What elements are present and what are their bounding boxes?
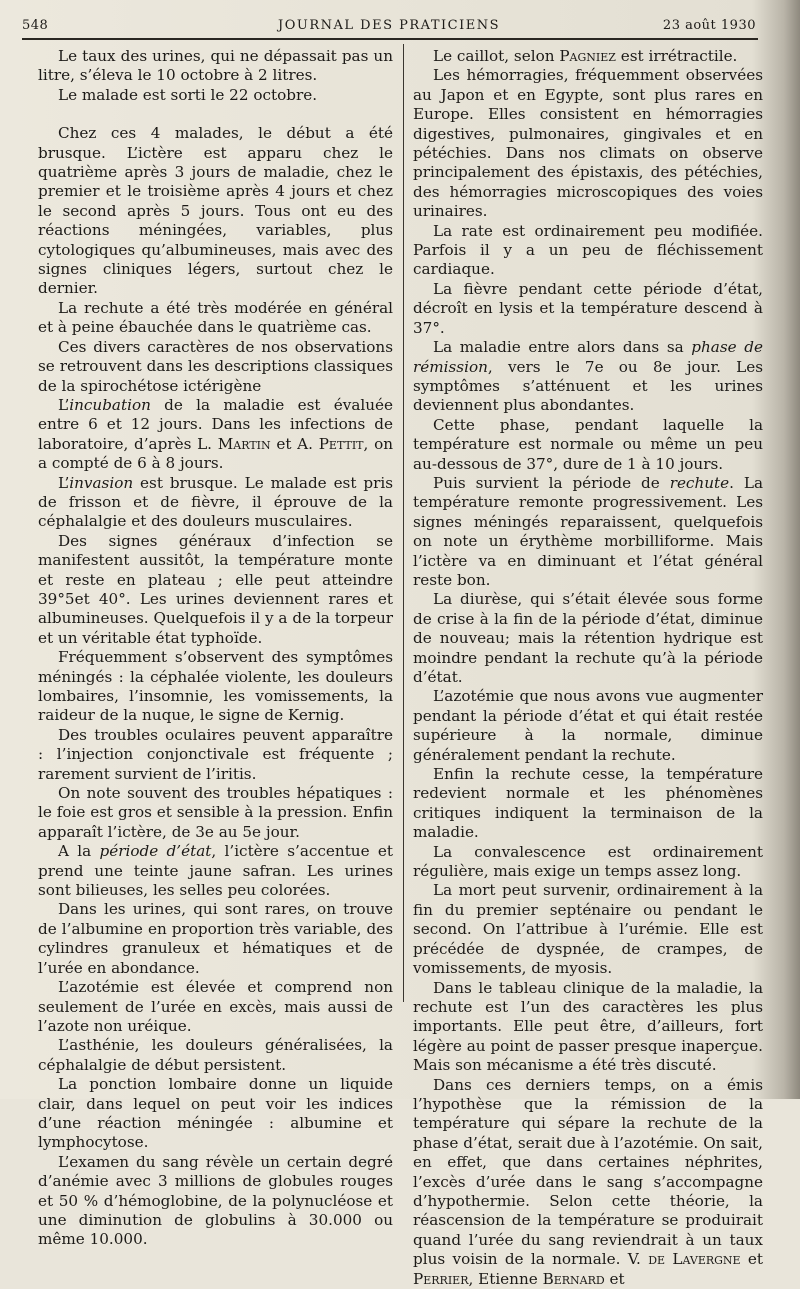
author-name: Perrier [413, 1269, 469, 1288]
paragraph: La ponction lombaire donne un liquide clair, dans lequel on peut voir les indices d’une réaction méningée : albumine et lymphocytose. [38, 1075, 393, 1152]
column-divider [403, 44, 404, 1002]
paragraph: L’examen du sang révèle un certain degré d’anémie avec 3 millions de globules rouges et 50 % d’hémoglobine, de la polynucléose et une diminution de globulins à 30.000 ou même 10.000. [38, 1152, 393, 1249]
paragraph: La rate est ordinairement peu modifiée. Parfois il y a un peu de fléchissement cardiaque. [413, 221, 763, 279]
paragraph: La fièvre pendant cette période d’état, décroît en lysis et la température descend à 37°. [413, 279, 763, 337]
paragraph: Le caillot, selon Pagniez est irrétractile. [433, 47, 738, 65]
paragraph: La mort peut survenir, ordinairement à la fin du premier septénaire ou pendant le second. On l’attribue à l’urémie. Elle est précédée de dyspnée, de crampes, de vomissements, de myosis. [413, 881, 763, 978]
paragraph: Le malade est sorti le 22 octobre. [58, 85, 318, 104]
paragraph: La convalescence est ordinairement régulière, mais exige un temps assez long. [413, 842, 763, 881]
paragraph: Le taux des urines, qui ne dépassait pas un litre, s’éleva le 10 octobre à 2 litres. [38, 47, 393, 85]
paragraph: Des signes généraux d’infection se manifestent aussitôt, la température monte et reste en plateau ; elle peut atteindre 39°5et 40°. Les urines deviennent rares et albumineuses. Quelquefois il y a de la torpeur et un véritable état typhoïde. [38, 531, 393, 647]
paragraph: Dans les urines, qui sont rares, on trouve de l’albumine en proportion très variable, des cylindres granuleux et hématiques et de l’urée en abondance. [38, 900, 393, 977]
page-number: 548 [22, 18, 49, 33]
paragraph: On note souvent des troubles hépatiques : le foie est gros et sensible à la pression. Enfin apparaît l’ictère, de 3e au 5e jour. [38, 784, 393, 841]
running-header [22, 14, 756, 36]
paragraph: Cette phase, pendant laquelle la température est normale ou même un peu au-dessous de 37°, dure de 1 à 10 jours. [413, 415, 763, 473]
paragraph: Fréquemment s’observent des symptômes méningés : la céphalée violente, les douleurs lombaires, l’insomnie, les vomissements, la raideur de la nuque, le signe de Kernig. [38, 648, 393, 725]
right-column [413, 47, 763, 1289]
paragraph: La diurèse, qui s’était élevée sous forme de crise à la fin de la période d’état, diminue de nouveau; mais la rétention hydrique est moindre pendant la rechute qu’à la période d’état. [413, 590, 763, 686]
paragraph: Ces divers caractères de nos observations se retrouvent dans les descriptions classiques de la spirochétose ictérigène [38, 337, 393, 395]
author-name: Bernard [542, 1269, 605, 1288]
paragraph: L’invasion est brusque. Le malade est pris de frisson et de fièvre, il éprouve de la céphalalgie et des douleurs musculaires. [38, 473, 393, 531]
paragraph: Dans ces derniers temps, on a émis l’hypothèse que la rémission de la température qui sépare la rechute de la phase d’état, serait due à l’azotémie. On sait, en effet, que dans certaines néphrites, l’excès d’urée dans le sang s’accompagne d’hypothermie. Selon cette théorie, la réascension de la température se produirait quand l’urée du sang reviendrait à un taux plus voisin de la normale. V. de Lavergne et Perrier, Etienne Bernard et [413, 1075, 763, 1288]
paragraph: L’incubation de la maladie est évaluée entre 6 et 12 jours. Dans les infections de laboratoire, d’après L. Martin et A. Pettit, on a compté de 6 à 8 jours. [38, 395, 393, 473]
paragraph: La maladie entre alors dans sa phase de rémission, vers le 7e ou 8e jour. Les symptômes s’atténuent et les urines deviennent plus abondantes. [413, 338, 763, 415]
paragraph: Puis survient la période de rechute. La température remonte progressivement. Les signes méningés reparaissent, quelquefois on note un érythème morbilliforme. Mais l’ictère va en diminuant et l’état général reste bon. [413, 473, 763, 589]
paragraph: Les hémorragies, fréquemment observées au Japon et en Egypte, sont plus rares en Europe. Elles consistent en hémorragies digestives, pulmonaires, gingivales et en pétéchies. Dans nos climats on observe principalement des épistaxis, des pétéchies, des hémorragies microscopiques des voies urinaires. [413, 66, 763, 221]
paragraph: L’asthénie, les douleurs généralisées, la céphalalgie de début persistent. [38, 1036, 393, 1074]
paragraph: A la période d’état, l’ictère s’accentue et prend une teinte jaune safran. Les urines sont bilieuses, les selles peu colorées. [38, 842, 393, 900]
journal-title: JOURNAL DES PRATICIENS [278, 18, 500, 33]
author-name: A. Pettit [297, 434, 364, 453]
paragraph: Des troubles oculaires peuvent apparaître : l’injection conjonctivale est fréquente ; rarement survient de l’iritis. [38, 725, 393, 783]
author-name: L. Martin [197, 434, 271, 453]
paragraph: Dans le tableau clinique de la maladie, la rechute est l’un des caractères les plus importants. Elle peut être, d’ailleurs, fort légère au point de passer presque inaperçue. Mais son mécanisme a été très discuté. [413, 978, 763, 1075]
paragraph: Enfin la rechute cesse, la température redevient normale et les phénomènes critiques indiquent la terminaison de la maladie. [413, 765, 763, 842]
header-rule [22, 38, 758, 40]
paragraph: La rechute a été très modérée en général et à peine ébauchée dans le quatrième cas. [38, 298, 393, 337]
issue-date: 23 août 1930 [662, 18, 756, 33]
author-name: V. de Lavergne [627, 1250, 741, 1269]
left-column [38, 47, 393, 1250]
author-name: Pagniez [559, 47, 616, 65]
paragraph: L’azotémie est élevée et comprend non seulement de l’urée en excès, mais aussi de l’azote non uréique. [38, 978, 393, 1035]
paragraph: L’azotémie que nous avons vue augmenter pendant la période d’état et qui était restée supérieure à la normale, diminue généralement pendant la rechute. [413, 687, 763, 764]
paragraph: Chez ces 4 malades, le début a été brusque. L’ictère est apparu chez le quatrième après 3 jours de maladie, chez le premier et le troisième après 4 jours et chez le second après 5 jours. Tous ont eu des réactions méningées, variables, plus cytologiques qu’albumineuses, mais avec des signes cliniques légers, surtout chez le dernier. [38, 124, 393, 298]
